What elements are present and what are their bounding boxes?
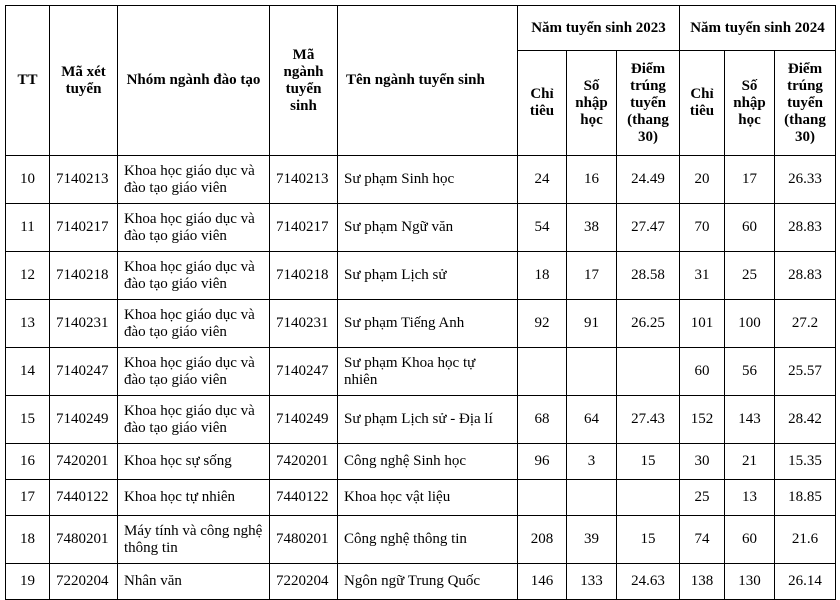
header-tt: TT (6, 6, 50, 156)
row-so-nhap-hoc-2023: 91 (567, 300, 617, 348)
row-diem-2023 (617, 348, 680, 396)
row-ten-nganh: Ngôn ngữ Trung Quốc (338, 564, 518, 600)
row-ma-xet-tuyen: 7220204 (50, 564, 118, 600)
row-so-nhap-hoc-2024: 60 (725, 204, 775, 252)
row-ma-xet-tuyen: 7140217 (50, 204, 118, 252)
row-chi-tieu-2023: 18 (518, 252, 567, 300)
header-so-nhap-hoc-2023: Số nhập học (567, 51, 617, 156)
header-year-2024: Năm tuyển sinh 2024 (680, 6, 836, 51)
header-so-nhap-hoc-2024: Số nhập học (725, 51, 775, 156)
row-ma-xet-tuyen: 7420201 (50, 444, 118, 480)
row-ten-nganh: Sư phạm Lịch sử - Địa lí (338, 396, 518, 444)
row-so-nhap-hoc-2024: 21 (725, 444, 775, 480)
row-chi-tieu-2023 (518, 348, 567, 396)
table-row (6, 444, 836, 480)
row-ma-xet-tuyen: 7140213 (50, 156, 118, 204)
row-diem-2024: 28.83 (775, 204, 836, 252)
row-tt: 14 (6, 348, 50, 396)
row-chi-tieu-2023: 208 (518, 516, 567, 564)
row-so-nhap-hoc-2023 (567, 348, 617, 396)
table-row (6, 300, 836, 348)
table-row (6, 564, 836, 600)
row-diem-2023: 27.47 (617, 204, 680, 252)
row-nhom-nganh: Khoa học giáo dục và đào tạo giáo viên (118, 156, 270, 204)
header-year-2023: Năm tuyển sinh 2023 (518, 6, 680, 51)
row-ma-nganh: 7140231 (270, 300, 338, 348)
row-tt: 16 (6, 444, 50, 480)
header-ma-nganh: Mã ngành tuyển sinh (270, 6, 338, 156)
row-so-nhap-hoc-2024: 100 (725, 300, 775, 348)
header-nhom-nganh: Nhóm ngành đào tạo (118, 6, 270, 156)
row-ten-nganh: Sư phạm Sinh học (338, 156, 518, 204)
row-ten-nganh: Sư phạm Khoa học tự nhiên (338, 348, 518, 396)
row-diem-2024: 21.6 (775, 516, 836, 564)
header-ten-nganh: Tên ngành tuyển sinh (338, 6, 518, 156)
row-tt: 12 (6, 252, 50, 300)
table-row (6, 252, 836, 300)
row-so-nhap-hoc-2024: 13 (725, 480, 775, 516)
row-chi-tieu-2024: 70 (680, 204, 725, 252)
row-so-nhap-hoc-2024: 143 (725, 396, 775, 444)
row-ten-nganh: Sư phạm Tiếng Anh (338, 300, 518, 348)
row-ma-nganh: 7140249 (270, 396, 338, 444)
row-so-nhap-hoc-2023: 133 (567, 564, 617, 600)
row-diem-2024: 28.42 (775, 396, 836, 444)
row-diem-2023: 24.49 (617, 156, 680, 204)
row-so-nhap-hoc-2024: 56 (725, 348, 775, 396)
table-row (6, 204, 836, 252)
row-diem-2023: 28.58 (617, 252, 680, 300)
row-diem-2023: 15 (617, 516, 680, 564)
row-tt: 17 (6, 480, 50, 516)
row-diem-2024: 26.33 (775, 156, 836, 204)
admissions-table (5, 5, 836, 600)
row-ten-nganh: Công nghệ Sinh học (338, 444, 518, 480)
row-tt: 10 (6, 156, 50, 204)
table-body (6, 156, 836, 600)
row-so-nhap-hoc-2023: 16 (567, 156, 617, 204)
row-so-nhap-hoc-2024: 25 (725, 252, 775, 300)
header-ma-xet-tuyen: Mã xét tuyển (50, 6, 118, 156)
row-chi-tieu-2023: 96 (518, 444, 567, 480)
header-diem-2024: Điểm trúng tuyển (thang 30) (775, 51, 836, 156)
row-so-nhap-hoc-2023: 38 (567, 204, 617, 252)
row-diem-2024: 18.85 (775, 480, 836, 516)
row-so-nhap-hoc-2023: 3 (567, 444, 617, 480)
row-diem-2024: 15.35 (775, 444, 836, 480)
row-chi-tieu-2023 (518, 480, 567, 516)
row-nhom-nganh: Khoa học giáo dục và đào tạo giáo viên (118, 300, 270, 348)
row-chi-tieu-2023: 68 (518, 396, 567, 444)
header-diem-2023: Điểm trúng tuyển (thang 30) (617, 51, 680, 156)
row-chi-tieu-2023: 146 (518, 564, 567, 600)
row-ma-nganh: 7140217 (270, 204, 338, 252)
row-ma-xet-tuyen: 7440122 (50, 480, 118, 516)
row-so-nhap-hoc-2024: 130 (725, 564, 775, 600)
row-ma-nganh: 7140247 (270, 348, 338, 396)
row-ma-xet-tuyen: 7140249 (50, 396, 118, 444)
row-nhom-nganh: Khoa học sự sống (118, 444, 270, 480)
row-ma-nganh: 7220204 (270, 564, 338, 600)
row-diem-2023 (617, 480, 680, 516)
row-tt: 11 (6, 204, 50, 252)
row-nhom-nganh: Nhân văn (118, 564, 270, 600)
row-chi-tieu-2024: 101 (680, 300, 725, 348)
row-chi-tieu-2024: 30 (680, 444, 725, 480)
row-ma-xet-tuyen: 7140231 (50, 300, 118, 348)
row-so-nhap-hoc-2023: 17 (567, 252, 617, 300)
row-ma-nganh: 7140213 (270, 156, 338, 204)
row-nhom-nganh: Khoa học tự nhiên (118, 480, 270, 516)
row-tt: 19 (6, 564, 50, 600)
row-chi-tieu-2023: 24 (518, 156, 567, 204)
row-chi-tieu-2024: 20 (680, 156, 725, 204)
row-ma-xet-tuyen: 7140218 (50, 252, 118, 300)
row-ten-nganh: Sư phạm Lịch sử (338, 252, 518, 300)
row-nhom-nganh: Khoa học giáo dục và đào tạo giáo viên (118, 348, 270, 396)
row-ma-nganh: 7140218 (270, 252, 338, 300)
row-so-nhap-hoc-2024: 60 (725, 516, 775, 564)
row-nhom-nganh: Khoa học giáo dục và đào tạo giáo viên (118, 396, 270, 444)
row-tt: 15 (6, 396, 50, 444)
row-tt: 13 (6, 300, 50, 348)
row-so-nhap-hoc-2023 (567, 480, 617, 516)
row-diem-2023: 24.63 (617, 564, 680, 600)
row-diem-2023: 27.43 (617, 396, 680, 444)
row-ma-nganh: 7480201 (270, 516, 338, 564)
row-so-nhap-hoc-2023: 39 (567, 516, 617, 564)
table-row (6, 156, 836, 204)
row-diem-2024: 27.2 (775, 300, 836, 348)
row-ma-xet-tuyen: 7480201 (50, 516, 118, 564)
table-row (6, 516, 836, 564)
row-so-nhap-hoc-2024: 17 (725, 156, 775, 204)
row-chi-tieu-2023: 54 (518, 204, 567, 252)
row-ma-nganh: 7420201 (270, 444, 338, 480)
row-ma-xet-tuyen: 7140247 (50, 348, 118, 396)
row-nhom-nganh: Khoa học giáo dục và đào tạo giáo viên (118, 204, 270, 252)
row-chi-tieu-2024: 25 (680, 480, 725, 516)
row-nhom-nganh: Máy tính và công nghệ thông tin (118, 516, 270, 564)
header-chi-tieu-2024: Chỉ tiêu (680, 51, 725, 156)
row-diem-2023: 15 (617, 444, 680, 480)
row-diem-2023: 26.25 (617, 300, 680, 348)
table-row (6, 396, 836, 444)
row-ma-nganh: 7440122 (270, 480, 338, 516)
header-chi-tieu-2023: Chỉ tiêu (518, 51, 567, 156)
row-chi-tieu-2024: 74 (680, 516, 725, 564)
row-chi-tieu-2024: 31 (680, 252, 725, 300)
row-ten-nganh: Công nghệ thông tin (338, 516, 518, 564)
row-chi-tieu-2024: 138 (680, 564, 725, 600)
row-chi-tieu-2023: 92 (518, 300, 567, 348)
row-diem-2024: 26.14 (775, 564, 836, 600)
row-diem-2024: 25.57 (775, 348, 836, 396)
row-nhom-nganh: Khoa học giáo dục và đào tạo giáo viên (118, 252, 270, 300)
row-diem-2024: 28.83 (775, 252, 836, 300)
row-tt: 18 (6, 516, 50, 564)
row-so-nhap-hoc-2023: 64 (567, 396, 617, 444)
row-ten-nganh: Khoa học vật liệu (338, 480, 518, 516)
table-header (6, 6, 836, 156)
row-chi-tieu-2024: 60 (680, 348, 725, 396)
table-row (6, 480, 836, 516)
row-chi-tieu-2024: 152 (680, 396, 725, 444)
row-ten-nganh: Sư phạm Ngữ văn (338, 204, 518, 252)
table-row (6, 348, 836, 396)
